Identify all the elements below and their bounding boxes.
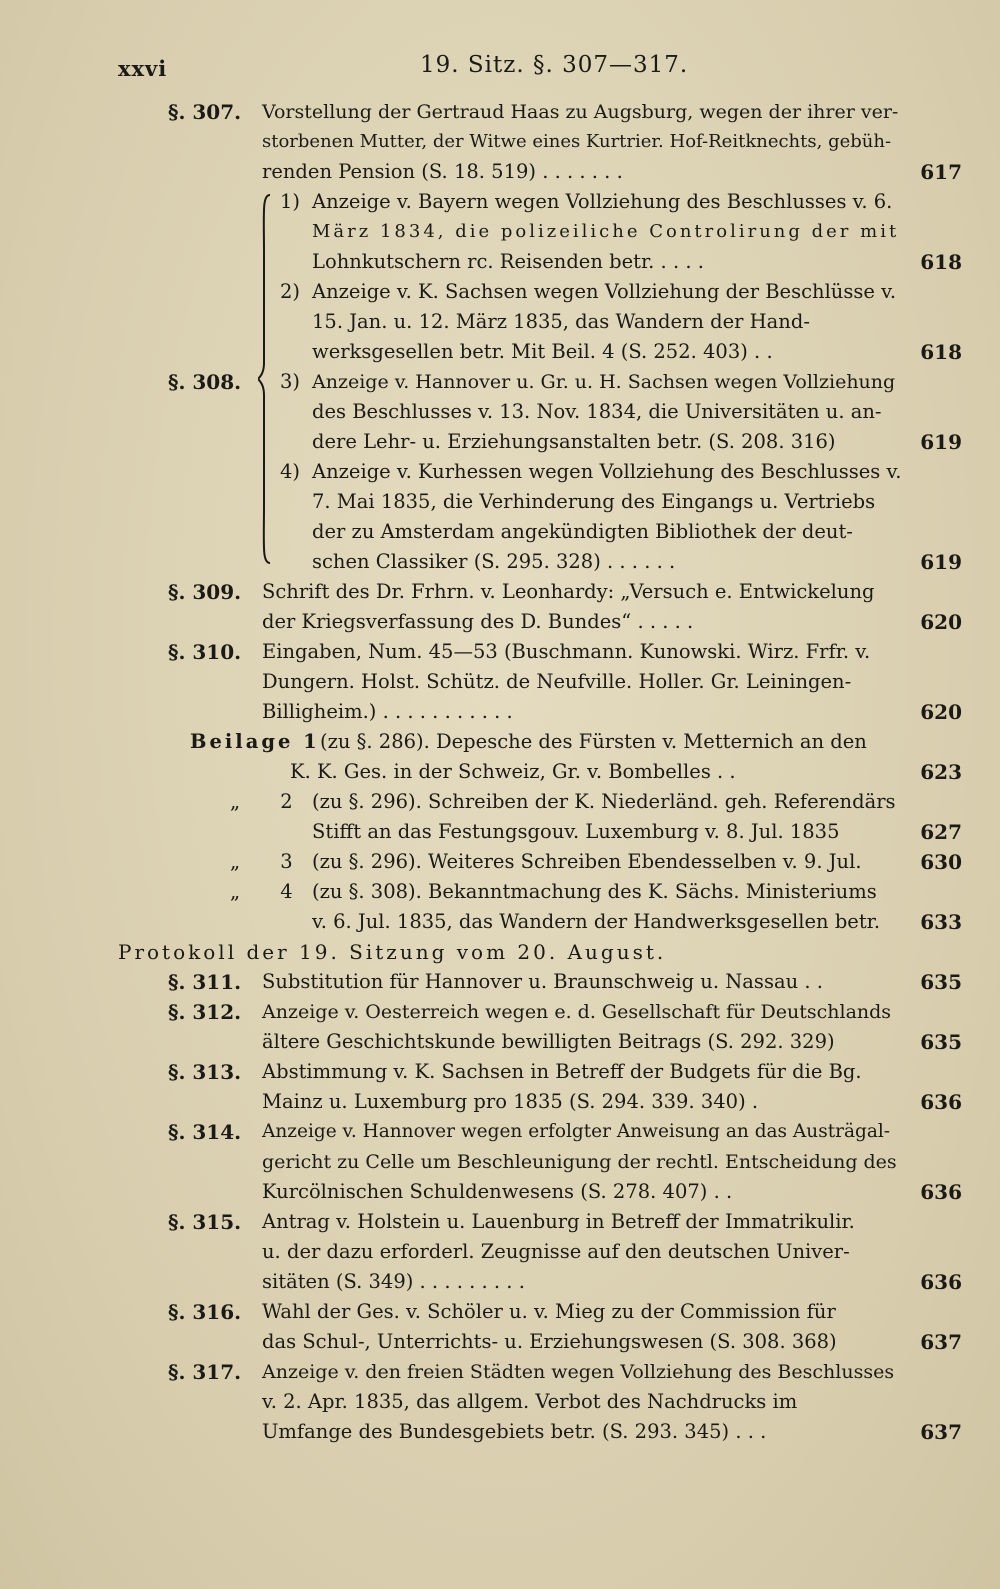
entry-line: Umfange des Bundesgebiets betr. (S. 293. 345) . . . bbox=[262, 1420, 767, 1443]
entry-line: K. K. Ges. in der Schweiz, Gr. v. Bombelles . . bbox=[290, 760, 736, 783]
entry-line: (zu §. 296). Weiteres Schreiben Ebendesselben v. 9. Jul. bbox=[312, 850, 862, 873]
sub-item-number: 4) bbox=[280, 460, 301, 483]
page-number: xxvi bbox=[118, 56, 168, 81]
entry-line: Billigheim.) . . . . . . . . . . . bbox=[262, 700, 513, 723]
supplement-label: „ 3 bbox=[230, 850, 293, 873]
entry-line: ältere Geschichtskunde bewilligten Beitrags (S. 292. 329) bbox=[262, 1030, 835, 1053]
entry-line: 7. Mai 1835, die Verhinderung des Eingangs u. Vertriebs bbox=[312, 490, 876, 513]
entry-line: schen Classiker (S. 295. 328) . . . . . . bbox=[312, 550, 676, 573]
entry-line: v. 2. Apr. 1835, das allgem. Verbot des Nachdrucks im bbox=[262, 1390, 798, 1413]
page-ref: 636 bbox=[920, 1090, 962, 1114]
sub-item-number: 1) bbox=[280, 190, 301, 213]
page-ref: 637 bbox=[920, 1420, 962, 1444]
entry-line: Anzeige v. K. Sachsen wegen Vollziehung der Beschlüsse v. bbox=[312, 280, 897, 303]
page-ref: 623 bbox=[920, 760, 962, 784]
supplement-label: Beilage 1 bbox=[190, 730, 320, 753]
entry-line: Eingaben, Num. 45—53 (Buschmann. Kunowski. Wirz. Frfr. v. bbox=[262, 640, 871, 663]
section-number: §. 311. bbox=[168, 970, 242, 994]
entry-line: gericht zu Celle um Beschleunigung der rechtl. Entscheidung des bbox=[262, 1151, 897, 1173]
entry-line: Lohnkutschern rc. Reisenden betr. . . . . bbox=[312, 250, 704, 273]
running-title: 19. Sitz. §. 307—317. bbox=[420, 52, 689, 78]
entry-line: Anzeige v. Hannover wegen erfolgter Anweisung an das Austrägal- bbox=[262, 1121, 891, 1142]
entry-line: dere Lehr- u. Erziehungsanstalten betr. (S. 208. 316) bbox=[312, 430, 836, 453]
section-number: §. 310. bbox=[168, 640, 242, 664]
entry-line: Wahl der Ges. v. Schöler u. v. Mieg zu der Commission für bbox=[262, 1300, 836, 1323]
section-number: §. 315. bbox=[168, 1210, 242, 1234]
page-ref: 627 bbox=[920, 820, 962, 844]
entry-line: Anzeige v. Kurhessen wegen Vollziehung des Beschlusses v. bbox=[312, 460, 902, 483]
entry-line: renden Pension (S. 18. 519) . . . . . . . bbox=[262, 160, 623, 183]
page-ref: 620 bbox=[920, 700, 962, 724]
entry-line: werksgesellen betr. Mit Beil. 4 (S. 252. 403) . . bbox=[312, 340, 773, 363]
entry-line: 15. Jan. u. 12. März 1835, das Wandern der Hand- bbox=[312, 310, 810, 333]
page-ref: 635 bbox=[920, 1030, 962, 1054]
entry-line: März 1834, die polizeiliche Controlirung der mit bbox=[312, 221, 900, 242]
entry-line: v. 6. Jul. 1835, das Wandern der Handwerksgesellen betr. bbox=[312, 910, 881, 933]
section-number: §. 308. bbox=[168, 370, 242, 394]
entry-line: (zu §. 286). Depesche des Fürsten v. Metternich an den bbox=[320, 730, 867, 753]
entry-line: Schrift des Dr. Frhrn. v. Leonhardy: „Versuch e. Entwickelung bbox=[262, 580, 875, 603]
page-ref: 637 bbox=[920, 1330, 962, 1354]
page-ref: 617 bbox=[920, 160, 962, 184]
entry-line: sitäten (S. 349) . . . . . . . . . bbox=[262, 1270, 525, 1293]
entry-line: des Beschlusses v. 13. Nov. 1834, die Universitäten u. an- bbox=[312, 400, 882, 423]
section-number: §. 312. bbox=[168, 1000, 242, 1024]
page-ref: 636 bbox=[920, 1270, 962, 1294]
entry-line: Antrag v. Holstein u. Lauenburg in Betreff der Immatrikulir. bbox=[262, 1210, 855, 1233]
entry-line: der Kriegsverfassung des D. Bundes“ . . . . . bbox=[262, 610, 694, 633]
entry-line: Abstimmung v. K. Sachsen in Betreff der Budgets für die Bg. bbox=[262, 1060, 862, 1083]
section-number: §. 317. bbox=[168, 1360, 242, 1384]
entry-line: Mainz u. Luxemburg pro 1835 (S. 294. 339. 340) . bbox=[262, 1090, 759, 1113]
session-heading: Protokoll der 19. Sitzung vom 20. August. bbox=[118, 940, 667, 964]
supplement-label: „ 4 bbox=[230, 880, 293, 903]
page-ref: 635 bbox=[920, 970, 962, 994]
section-number: §. 309. bbox=[168, 580, 242, 604]
entry-line: Kurcölnischen Schuldenwesens (S. 278. 407) . . bbox=[262, 1180, 733, 1203]
entry-line: Anzeige v. Bayern wegen Vollziehung des Beschlusses v. 6. bbox=[312, 190, 893, 213]
page-ref: 619 bbox=[920, 550, 962, 574]
page-ref: 633 bbox=[920, 910, 962, 934]
sub-item-number: 3) bbox=[280, 370, 301, 393]
page-ref: 618 bbox=[920, 250, 962, 274]
entry-line: (zu §. 296). Schreiben der K. Niederländ. geh. Referendärs bbox=[312, 790, 896, 813]
entry-line: Substitution für Hannover u. Braunschweig u. Nassau . . bbox=[262, 970, 823, 993]
sub-item-number: 2) bbox=[280, 280, 301, 303]
entry-line: der zu Amsterdam angekündigten Bibliothek der deut- bbox=[312, 520, 853, 543]
entry-line: Vorstellung der Gertraud Haas zu Augsburg, wegen der ihrer ver- bbox=[262, 101, 899, 123]
entry-line: das Schul-, Unterrichts- u. Erziehungswesen (S. 308. 368) bbox=[262, 1330, 837, 1353]
curly-brace bbox=[258, 193, 272, 565]
section-number: §. 314. bbox=[168, 1120, 242, 1144]
entry-line: Stifft an das Festungsgouv. Luxemburg v. 8. Jul. 1835 bbox=[312, 820, 840, 843]
section-number: §. 313. bbox=[168, 1060, 242, 1084]
entry-line: storbenen Mutter, der Witwe eines Kurtrier. Hof-Reitknechts, gebüh- bbox=[262, 131, 892, 152]
page-ref: 618 bbox=[920, 340, 962, 364]
page-ref: 620 bbox=[920, 610, 962, 634]
section-number: §. 316. bbox=[168, 1300, 242, 1324]
entry-line: u. der dazu erforderl. Zeugnisse auf den deutschen Univer- bbox=[262, 1240, 850, 1263]
entry-line: Anzeige v. den freien Städten wegen Vollziehung des Beschlusses bbox=[262, 1361, 895, 1383]
entry-line: Anzeige v. Oesterreich wegen e. d. Gesellschaft für Deutschlands bbox=[262, 1001, 892, 1023]
supplement-label: „ 2 bbox=[230, 790, 293, 813]
page-ref: 630 bbox=[920, 850, 962, 874]
page-ref: 636 bbox=[920, 1180, 962, 1204]
entry-line: Dungern. Holst. Schütz. de Neufville. Holler. Gr. Leiningen- bbox=[262, 670, 852, 693]
page-ref: 619 bbox=[920, 430, 962, 454]
section-number: §. 307. bbox=[168, 100, 242, 124]
entry-line: Anzeige v. Hannover u. Gr. u. H. Sachsen wegen Vollziehung bbox=[312, 371, 896, 393]
entry-line: (zu §. 308). Bekanntmachung des K. Sächs. Ministeriums bbox=[312, 880, 877, 903]
